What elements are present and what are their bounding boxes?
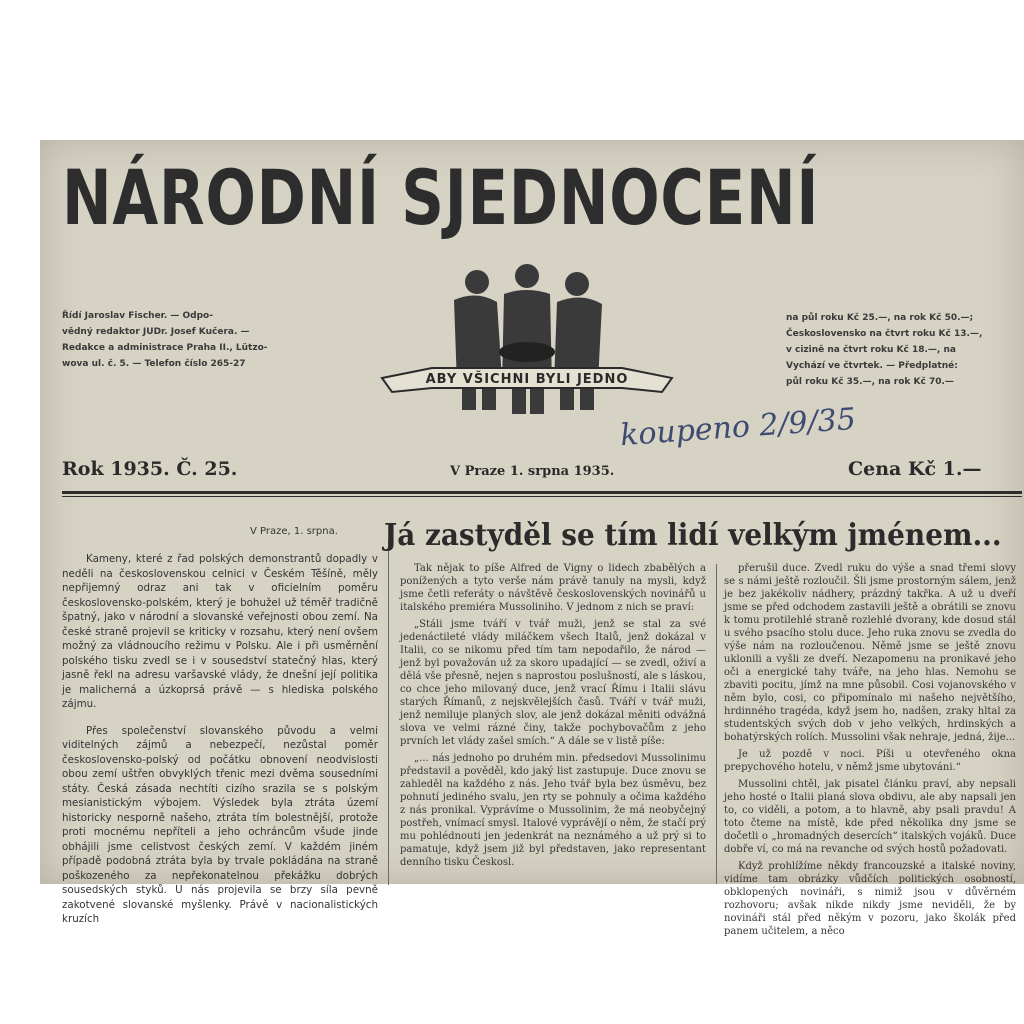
handwritten-note: koupeno 2/9/35 [619, 401, 857, 454]
column-divider [388, 540, 389, 885]
article-paragraph: Přes společenství slovanského původu a velmi viditelných zájmů a nebezpečí, nezůstal poměr československo-polský od počátku obnovení neodvislosti obou zemí uštřen obvyklých třenic mezi dvěma sousedními státy. Česká zásada nechtíti cizího srazila se s polským mesianistickým výbojem. Výsledek byla ztráta území historicky nesporně našeho, ztráta tím bolestnější, protože proti mocnému nepříteli a jeho ochráncům všude jinde obhájili jsme celistvost českých zemí. V každém jiném případě podobná ztráta byla by trvale pokládána na straně poškozeného za nepřekonatelnou překážku dobrých sousedských styků. U nás projevila se brzy síla pevně zakotvené slovanské myšlenky. Právě v nacionalistických kruzích [62, 724, 378, 925]
column-divider [716, 564, 717, 884]
article-paragraph: Tak nějak to píše Alfred de Vigny o lidech zbabělých a ponížených a tyto verše nám právě tanuly na mysli, když jsme četli referáty o návštěvě československých novinářů u italského premiéra Mussoliniho. V jednom z nich se praví: [400, 563, 706, 613]
article-paragraph: Je už pozdě v noci. Píši u otevřeného okna prepychového hotelu, v němž jsme ubytováni.“ [724, 749, 1016, 773]
subscription-info: na půl roku Kč 25.—, na rok Kč 50.—; Československo na čtvrt roku Kč 13.—, v cizině na čtvrt roku Kč 18.—, na Vychází ve čtvrtek. — Předplatné: půl roku Kč 35.—, na rok Kč 70.— [786, 313, 983, 387]
header-rule-thin [62, 496, 1022, 497]
header-rule [62, 491, 1022, 494]
issue-row [62, 458, 1022, 488]
left-article-dateline: V Praze, 1. srpna. [250, 526, 338, 537]
left-article-column [62, 552, 378, 939]
main-headline: Já zastyděl se tím lidí velkým jménem... [384, 518, 1002, 553]
article-paragraph: „Stáli jsme tváří v tvář muži, jenž se stal za své jedenáctileté vlády miláčkem všech Italů, jenž dokázal v Italii, co se nikomu před tím tam nepodařilo, že národ — jenž byl považován už za skoro upadající — se zvedl, oživí a dělá vše přesně, nejen s naprostou poslušností, ale s láskou, co chce jeho milovaný duce, jenž vrací Římu i Italii slávu starých Římanů, z nejskvělejších časů. Tváří v tvář muži, jenž nemiluje planých slov, ale jenž dokázal měniti odvážná slova ve velmi rázné činy, takže pochybovačům z jeho prvních let vlády zašel smích.“ A dále se v listě píše: [400, 619, 706, 747]
article-paragraph: Mussolini chtěl, jak pisatel článku praví, aby nepsali jeho hosté o Italii planá slova obdivu, ale aby napsali jen to, co viděli, a potom, a to hlavně, aby psali pravdu! A toto čteme na místě, kde před několika dny jsme se dočetli o „hromadných desercích“ italských vojáků. Duce dobře ví, co má na revanche od svých hostů požadovati. [724, 779, 1016, 855]
main-article-column-2 [724, 562, 1016, 942]
main-article-column-1 [400, 562, 706, 873]
newspaper-page [40, 140, 1024, 937]
emblem-illustration [362, 260, 692, 420]
article-paragraph: přerušil duce. Zvedl ruku do výše a snad třemi slovy se s námi ještě rozloučil. Šli jsme prostorným sálem, jenž je bez jakékoliv nádhery, prázdný takřka. A už u dveří jsme se před odchodem zastavili ještě a obrátili se znovu k tomu protilehlé straně rozlehlé dvorany, kde dosud stál u svého psacího stolu duce. Jeho ruka znovu se zvedla do výše nám na rozloučenou. Němě jsme se ještě znovu uklonili a vyšli ze dveří. Nezapomenu na pronikavé jeho oči a energické tahy tváře, na jeho hlas. Nemohu se zbaviti pocitu, jímž na mne působil. Cosi vojanovského v něm bylo, cosi, co připomínalo mi našeho největšího, hrdinného tragéda, když jsem ho, nadšen, zraky hltal za studentských svých dob v jeho velkých, hrdinských a bohatýrských rolích. Mussolini však nehraje, jedná, žije... [724, 563, 1016, 743]
emblem-motto: ABY VŠICHNI BYLI JEDNO [425, 372, 629, 387]
issue-number: Rok 1935. Č. 25. [62, 458, 238, 480]
article-paragraph: „... nás jednoho po druhém min. předsedovi Mussolinimu představil a pověděl, kdo jaký list zastupuje. Duce znovu se zahleděl na každého z nás. Jeho tvář byla bez úsměvu, bez pohnutí jediného svalu, jen rty se pohnuly a očima každého z nás pronikal. Vyprávíme o Mussolinim, že má neobyčejný postřeh, vnímací smysl. Italové vyprávějí o něm, že stačí prý mu pohlédnouti jen jedenkrát na neznámého a už prý si to pamatuje, když jsem již byl představen, jako representant denního tisku Českosl. [400, 753, 706, 868]
masthead-title: NÁRODNÍ SJEDNOCENÍ [62, 153, 820, 242]
issue-price: Cena Kč 1.— [848, 458, 982, 480]
editorial-info: Řídí Jaroslav Fischer. — Odpo- vědný redaktor JUDr. Josef Kučera. — Redakce a administrace Praha II., Lützo- wova ul. č. 5. — Telefon číslo 265-27 [62, 311, 268, 369]
article-paragraph: Kameny, které z řad polských demonstrantů dopadly v neděli na československou celnici v Českém Těšíně, měly nepřijemný odraz ani tak v oficielním poměru československo-polském, který je bohužel už téměř tradičně špatný, jako v národní a slovanské veřejnosti obou zemí. Na české straně projevil se kriticky v rozsahu, který není ovšem možný za vládnoucího režimu v Polsku. Ale i při usměrnění polského tisku zvedl se i v sousedství statečný hlas, který jasně řekl na adresu varšavské vlády, že dnešní její politika je malicherná a úzkoprsá právě — s hlediska polského zájmu. [62, 553, 378, 710]
issue-dateline: V Praze 1. srpna 1935. [450, 464, 615, 479]
article-paragraph: Když prohlížíme někdy francouzské a italské noviny, vidíme tam obrázky vůdčích politických osobností, obklopených novináři, s nimiž jsou v důvěrném rozhovoru; avšak nikde nikdy jsme neviděli, že by novináři stál před někým v pozoru, jako školák před panem učitelem, a něco [724, 861, 1016, 937]
